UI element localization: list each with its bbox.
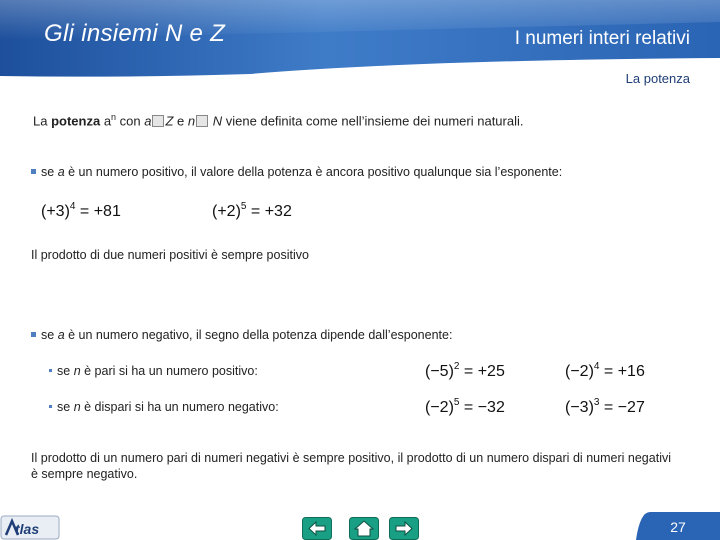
element-of-icon xyxy=(196,115,208,127)
bullet-var: a xyxy=(57,328,65,342)
formula-neg-even-2 xyxy=(565,361,645,381)
formula-base: (−3) xyxy=(565,399,594,416)
formula-neg-odd-2 xyxy=(565,397,645,417)
formula-neg-even-1 xyxy=(425,361,505,381)
bullet-positive xyxy=(31,165,562,179)
formula-exponent: 5 xyxy=(240,201,247,212)
bullet-negative xyxy=(31,328,452,342)
bullet-square-icon xyxy=(31,169,36,174)
note-positive: Il prodotto di due numeri positivi è sempre positivo xyxy=(31,248,309,262)
intro-part: La xyxy=(33,113,52,129)
formula-result: = −27 xyxy=(599,399,645,416)
intro-var-a: a xyxy=(144,113,152,129)
formula-base: (−2) xyxy=(565,363,594,380)
formula-exponent: 3 xyxy=(593,397,600,408)
bullet-text: è un numero positivo, il valore della potenza è ancora positivo qualunque sia l’esponente: xyxy=(64,165,563,179)
sub-var: n xyxy=(73,400,81,414)
intro-bold: potenza xyxy=(51,113,101,129)
header-banner xyxy=(0,0,720,80)
sub-bullet-even xyxy=(49,364,258,378)
formula-result: = +25 xyxy=(459,363,505,380)
formula-exponent: 4 xyxy=(593,361,600,372)
formula-exponent: 5 xyxy=(453,397,460,408)
sub-bullet-odd xyxy=(49,400,279,414)
bullet-dot-icon xyxy=(49,405,52,408)
bullet-square-icon xyxy=(31,332,36,337)
page-title: Gli insiemi N e Z xyxy=(44,20,226,47)
intro-part: viene definita come nell’insieme dei numeri naturali. xyxy=(222,113,524,129)
formula-result: = +32 xyxy=(246,203,292,220)
intro-part: a xyxy=(100,113,112,129)
sub-text: è dispari si ha un numero negativo: xyxy=(80,400,279,414)
bullet-var: a xyxy=(57,165,65,179)
intro-part: con xyxy=(116,113,145,129)
formula-result: = +16 xyxy=(599,363,645,380)
bullet-dot-icon xyxy=(49,369,52,372)
home-icon[interactable] xyxy=(349,517,379,540)
arrow-right-icon[interactable] xyxy=(389,517,419,540)
formula-pos-2 xyxy=(212,201,292,221)
bullet-text: se xyxy=(41,165,58,179)
svg-text:tlas: tlas xyxy=(15,521,40,537)
set-z: Z xyxy=(165,113,174,129)
topic-title: I numeri interi relativi xyxy=(514,28,690,49)
formula-base: (−2) xyxy=(425,399,454,416)
formula-base: (+3) xyxy=(41,203,70,220)
formula-neg-odd-1 xyxy=(425,397,505,417)
atlas-logo xyxy=(0,514,62,540)
page-number: 27 xyxy=(670,519,686,535)
formula-pos-1 xyxy=(41,201,121,221)
sub-text: è pari si ha un numero positivo: xyxy=(80,364,258,378)
element-of-icon xyxy=(152,115,164,127)
sub-var: n xyxy=(73,364,81,378)
formula-exponent: 4 xyxy=(69,201,76,212)
intro-var-n: n xyxy=(187,113,196,129)
note-negative: Il prodotto di un numero pari di numeri negativi è sempre positivo, il prodotto di un numero dispari di numeri negativi è sempre negativo. xyxy=(31,451,671,481)
bullet-text: se xyxy=(41,328,58,342)
set-n: N xyxy=(212,113,223,129)
formula-base: (−5) xyxy=(425,363,454,380)
bullet-text: è un numero negativo, il segno della potenza dipende dall’esponente: xyxy=(64,328,453,342)
sub-text: se xyxy=(57,400,74,414)
intro-part: e xyxy=(173,113,188,129)
intro-text xyxy=(33,112,523,128)
arrow-left-icon[interactable] xyxy=(302,517,332,540)
formula-result: = −32 xyxy=(459,399,505,416)
sub-text: se xyxy=(57,364,74,378)
formula-base: (+2) xyxy=(212,203,241,220)
intro-exponent: n xyxy=(111,112,117,122)
formula-exponent: 2 xyxy=(453,361,460,372)
formula-result: = +81 xyxy=(75,203,121,220)
section-title: La potenza xyxy=(625,71,690,86)
